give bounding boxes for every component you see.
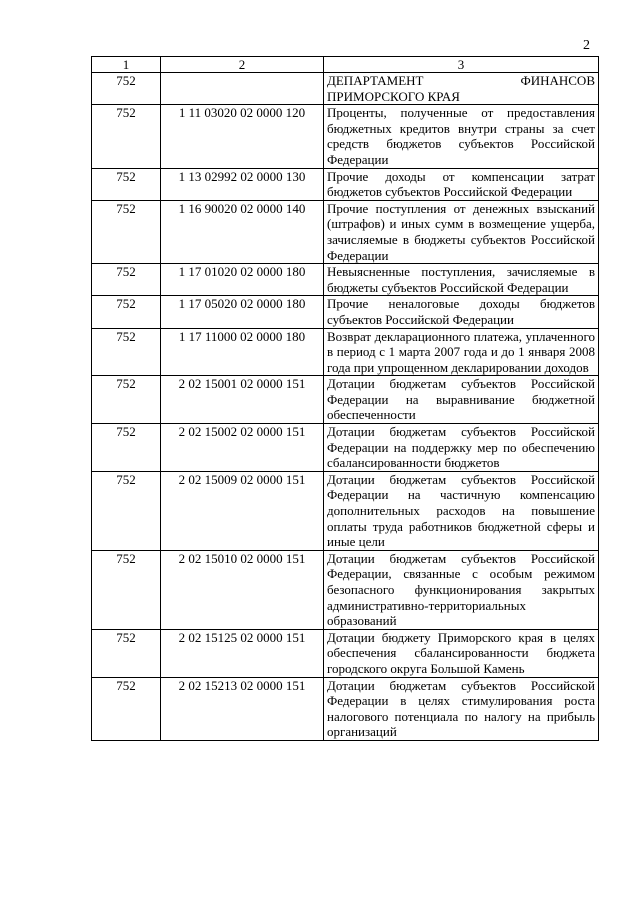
revenue-name-cell: Прочие поступления от денежных взысканий (штрафов) и иных сумм в возмещение ущерба, зачисляемые в бюджеты субъектов Российской Федерации (324, 200, 599, 263)
budget-code-cell: 1 11 03020 02 0000 120 (161, 105, 324, 168)
table-row (92, 550, 599, 629)
budget-code-cell (161, 73, 324, 105)
column-header-1: 1 (92, 57, 161, 73)
budget-code-cell: 2 02 15009 02 0000 151 (161, 471, 324, 550)
revenue-name-cell: Невыясненные поступления, зачисляемые в бюджеты субъектов Российской Федерации (324, 264, 599, 296)
budget-code-cell: 1 17 01020 02 0000 180 (161, 264, 324, 296)
column-header-3: 3 (324, 57, 599, 73)
admin-code-cell: 752 (92, 677, 161, 740)
admin-code-cell: 752 (92, 296, 161, 328)
admin-code-cell: 752 (92, 629, 161, 677)
revenue-name-cell: Дотации бюджету Приморского края в целях обеспечения сбалансированности бюджета городского округа Большой Камень (324, 629, 599, 677)
table-row (92, 424, 599, 472)
revenue-name-cell: ДЕПАРТАМЕНТ ФИНАНСОВ ПРИМОРСКОГО КРАЯ (324, 73, 599, 105)
revenue-name-cell: Возврат декларационного платежа, уплаченного в период с 1 марта 2007 года и до 1 января 2008 года при упрощенном декларировании доходов (324, 328, 599, 376)
budget-code-cell: 1 17 05020 02 0000 180 (161, 296, 324, 328)
admin-code-cell: 752 (92, 105, 161, 168)
revenue-name-cell: Дотации бюджетам субъектов Российской Федерации, связанные с особым режимом безопасного функционирования закрытых административно-территориальных образований (324, 550, 599, 629)
revenue-name-cell: Дотации бюджетам субъектов Российской Федерации на выравнивание бюджетной обеспеченности (324, 376, 599, 424)
table-body (92, 73, 599, 741)
table-row (92, 629, 599, 677)
revenue-name-cell: Прочие доходы от компенсации затрат бюджетов субъектов Российской Федерации (324, 168, 599, 200)
admin-code-cell: 752 (92, 424, 161, 472)
revenue-name-cell: Дотации бюджетам субъектов Российской Федерации на поддержку мер по обеспечению сбалансированности бюджетов (324, 424, 599, 472)
table-row (92, 105, 599, 168)
budget-code-cell: 2 02 15125 02 0000 151 (161, 629, 324, 677)
table-row (92, 73, 599, 105)
budget-code-cell: 1 17 11000 02 0000 180 (161, 328, 324, 376)
admin-code-cell: 752 (92, 200, 161, 263)
admin-code-cell: 752 (92, 264, 161, 296)
revenue-name-cell: Дотации бюджетам субъектов Российской Федерации на частичную компенсацию дополнительных расходов на повышение оплаты труда работников бюджетной сферы и иные цели (324, 471, 599, 550)
revenue-name-cell: Проценты, полученные от предоставления бюджетных кредитов внутри страны за счет средств бюджетов субъектов Российской Федерации (324, 105, 599, 168)
admin-code-cell: 752 (92, 73, 161, 105)
table-row (92, 471, 599, 550)
budget-code-cell: 2 02 15002 02 0000 151 (161, 424, 324, 472)
budget-code-cell: 2 02 15001 02 0000 151 (161, 376, 324, 424)
table-header-row (92, 57, 599, 73)
revenue-name-cell: Дотации бюджетам субъектов Российской Федерации в целях стимулирования роста налогового потенциала по налогу на прибыль организаций (324, 677, 599, 740)
table-row (92, 200, 599, 263)
table-row (92, 168, 599, 200)
budget-code-cell: 2 02 15213 02 0000 151 (161, 677, 324, 740)
admin-code-cell: 752 (92, 168, 161, 200)
page-number: 2 (583, 38, 590, 53)
table-row (92, 376, 599, 424)
table-row (92, 296, 599, 328)
table-row (92, 328, 599, 376)
revenue-name-cell: Прочие неналоговые доходы бюджетов субъектов Российской Федерации (324, 296, 599, 328)
table-row (92, 677, 599, 740)
table-row (92, 264, 599, 296)
admin-code-cell: 752 (92, 550, 161, 629)
budget-code-cell: 1 16 90020 02 0000 140 (161, 200, 324, 263)
revenue-codes-table (91, 56, 599, 741)
admin-code-cell: 752 (92, 471, 161, 550)
column-header-2: 2 (161, 57, 324, 73)
admin-code-cell: 752 (92, 328, 161, 376)
admin-code-cell: 752 (92, 376, 161, 424)
budget-code-cell: 2 02 15010 02 0000 151 (161, 550, 324, 629)
budget-code-cell: 1 13 02992 02 0000 130 (161, 168, 324, 200)
